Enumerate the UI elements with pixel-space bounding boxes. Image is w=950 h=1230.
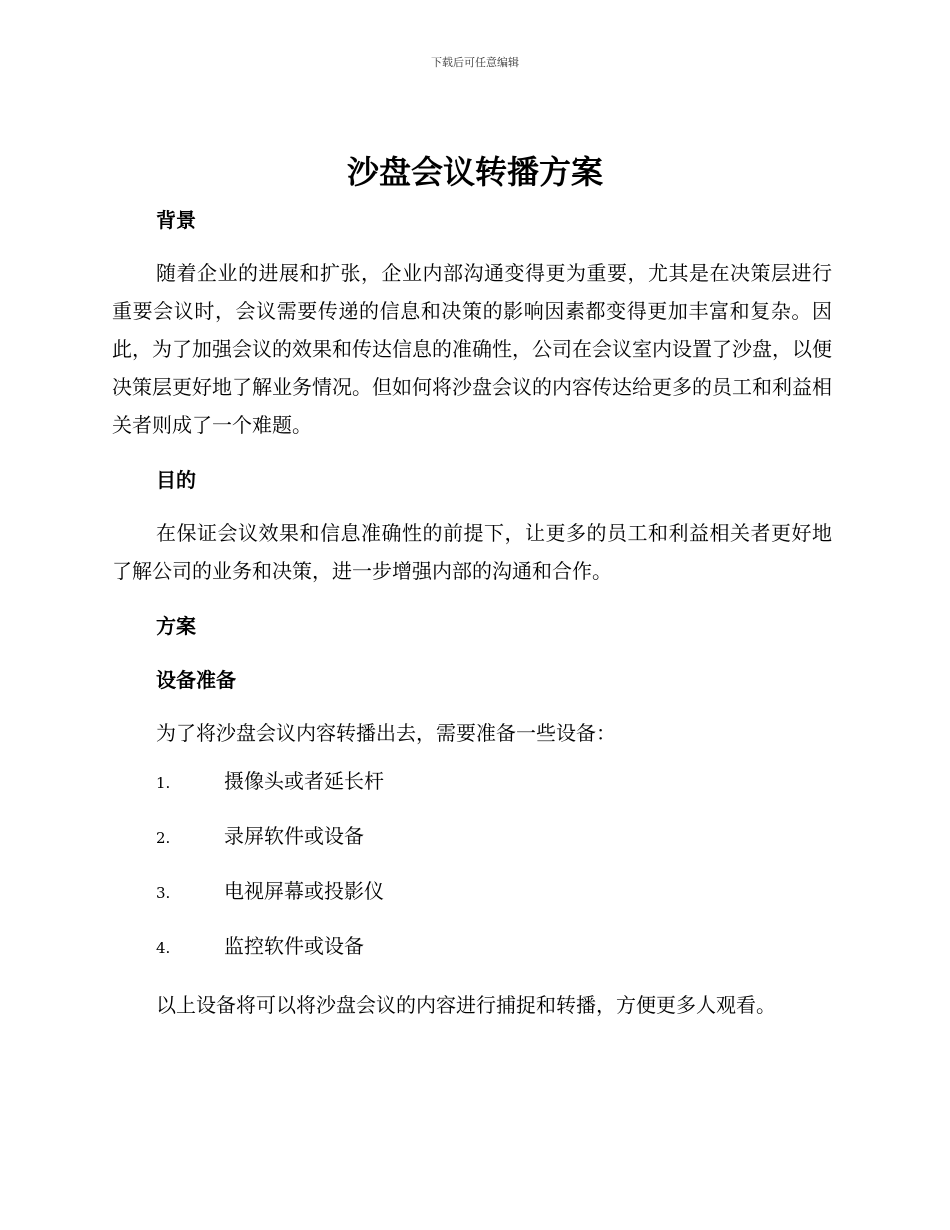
list-item-text: 监控软件或设备 — [224, 934, 364, 958]
list-item — [112, 821, 832, 876]
paragraph-background: 随着企业的进展和扩张，企业内部沟通变得更为重要，尤其是在决策层进行重要会议时，会议需要传递的信息和决策的影响因素都变得更加丰富和复杂。因此，为了加强会议的效果和传达信息的准确性，公司在会议室内设置了沙盘，以便决策层更好地了解业务情况。但如何将沙盘会议的内容传达给更多的员工和利益相关者则成了一个难题。 — [112, 261, 832, 437]
paragraph-equipment-intro: 为了将沙盘会议内容转播出去，需要准备一些设备： — [156, 721, 616, 745]
heading-purpose: 目的 — [156, 468, 196, 492]
list-item-text: 摄像头或者延长杆 — [224, 769, 384, 793]
heading-plan: 方案 — [156, 614, 196, 638]
equipment-list — [112, 766, 832, 986]
heading-equipment: 设备准备 — [156, 668, 236, 692]
list-item — [112, 766, 832, 821]
list-item — [112, 876, 832, 931]
list-item-number: 2. — [156, 829, 171, 847]
list-item — [112, 931, 832, 986]
document-body — [112, 200, 832, 1024]
list-item-text: 电视屏幕或投影仪 — [224, 879, 384, 903]
header-note: 下载后可任意编辑 — [431, 56, 519, 69]
paragraph-purpose: 在保证会议效果和信息准确性的前提下，让更多的员工和利益相关者更好地了解公司的业务和决策，进一步增强内部的沟通和合作。 — [112, 521, 832, 583]
document-title: 沙盘会议转播方案 — [346, 153, 603, 191]
list-item-number: 4. — [156, 939, 171, 957]
list-item-number: 3. — [156, 884, 171, 902]
list-item-text: 录屏软件或设备 — [224, 824, 364, 848]
list-item-number: 1. — [156, 774, 171, 792]
paragraph-conclusion: 以上设备将可以将沙盘会议的内容进行捕捉和转播，方便更多人观看。 — [156, 993, 776, 1017]
heading-background: 背景 — [156, 208, 196, 232]
